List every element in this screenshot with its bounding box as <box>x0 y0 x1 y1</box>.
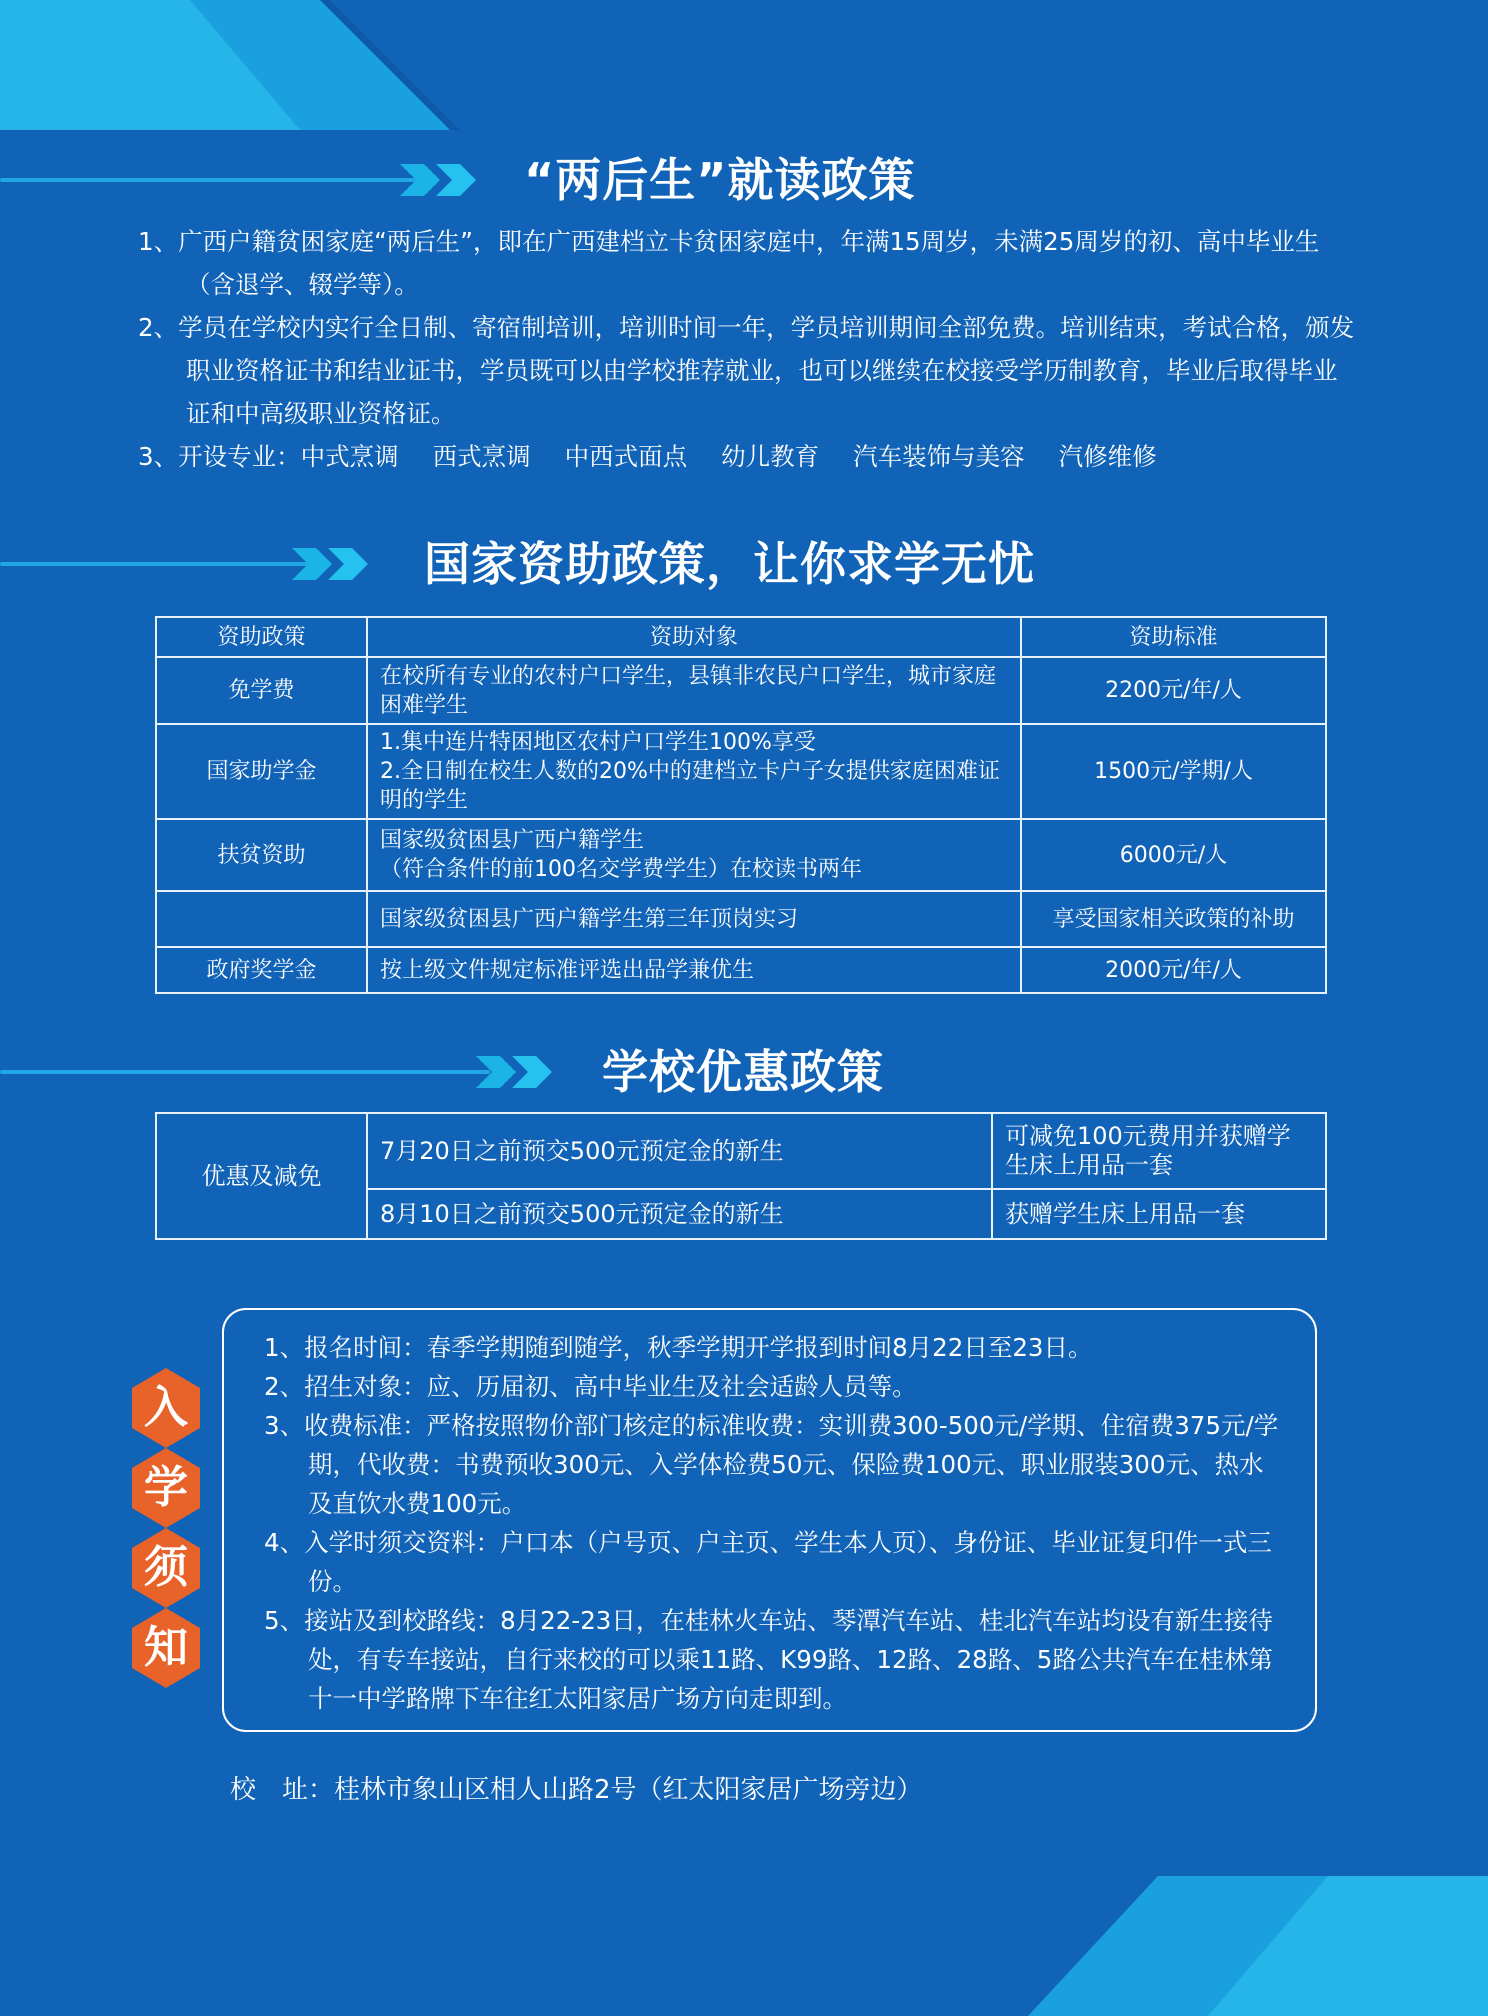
notice-badge <box>130 1368 210 1688</box>
major: 汽修维修 <box>1058 442 1157 471</box>
majors-item <box>138 435 1358 478</box>
corner-decoration-top-left <box>0 0 460 130</box>
section-title: 学校优惠政策 <box>602 1045 884 1099</box>
two-after-policy-list <box>138 220 1358 478</box>
section-line <box>0 1070 490 1074</box>
column-header: 资助政策 <box>156 617 367 657</box>
standard-cell: 2200元/年/人 <box>1021 657 1326 724</box>
address-value: 桂林市象山区相人山路2号（红太阳家居广场旁边） <box>334 1775 923 1805</box>
policy-cell: 政府奖学金 <box>156 947 367 993</box>
badge-char: 须 <box>144 1542 188 1593</box>
table-row <box>156 891 1326 947</box>
address-label: 校 址： <box>230 1775 335 1805</box>
standard-cell: 6000元/人 <box>1021 819 1326 891</box>
notice-item: 4、入学时须交资料：户口本（户号页、户主页、学生本人页）、身份证、毕业证复印件一式三份。 <box>264 1528 1272 1596</box>
table-row <box>156 657 1326 724</box>
policy-cell: 扶贫资助 <box>156 819 367 891</box>
target-cell: 在校所有专业的农村户口学生，县镇非农民户口学生，城市家庭困难学生 <box>367 657 1021 724</box>
corner-decoration-bottom-right <box>1028 1876 1488 2016</box>
section-line <box>0 178 420 182</box>
badge-char: 入 <box>144 1382 188 1433</box>
hex-badge <box>130 1448 202 1528</box>
target-cell: 国家级贫困县广西户籍学生第三年顶岗实习 <box>367 891 1021 947</box>
majors-label: 3、开设专业： <box>138 442 301 471</box>
badge-char: 知 <box>144 1622 188 1673</box>
double-chevron-icon <box>400 150 490 210</box>
double-chevron-icon <box>292 534 382 594</box>
column-header: 资助标准 <box>1021 617 1326 657</box>
condition-cell: 7月20日之前预交500元预定金的新生 <box>367 1113 992 1189</box>
notice-item: 2、招生对象：应、历届初、高中毕业生及社会适龄人员等。 <box>264 1372 917 1401</box>
major: 汽车装饰与美容 <box>853 442 1025 471</box>
table-row <box>156 947 1326 993</box>
standard-cell: 1500元/学期/人 <box>1021 724 1326 819</box>
standard-cell: 2000元/年/人 <box>1021 947 1326 993</box>
major: 西式烹调 <box>432 442 531 471</box>
section-title: “两后生”就读政策 <box>524 153 916 207</box>
section-title: 国家资助政策，让你求学无忧 <box>424 537 1035 591</box>
school-address <box>230 1772 923 1808</box>
discount-label-cell: 优惠及减免 <box>156 1113 367 1239</box>
target-line: 国家级贫困县广西户籍学生 <box>380 828 645 853</box>
school-discount-table <box>155 1112 1327 1240</box>
double-chevron-icon <box>476 1042 566 1102</box>
notice-item: 5、接站及到校路线：8月22-23日，在桂林火车站、琴潭汽车站、桂北汽车站均设有新生接待处，有专车接站，自行来校的可以乘11路、K99路、12路、28路、5路公共汽车在桂林第十一中学路牌下车往红太阳家居广场方向走即到。 <box>264 1606 1273 1713</box>
section-line <box>0 562 310 566</box>
table-header-row <box>156 617 1326 657</box>
major: 中西式面点 <box>564 442 688 471</box>
major: 中式烹调 <box>300 442 399 471</box>
hex-badge <box>130 1528 202 1608</box>
major: 幼儿教育 <box>721 442 820 471</box>
hex-badge <box>130 1608 202 1688</box>
column-header: 资助对象 <box>367 617 1021 657</box>
notice-list <box>224 1310 1315 1718</box>
benefit-cell: 获赠学生床上用品一套 <box>992 1189 1326 1239</box>
target-cell <box>367 724 1021 819</box>
policy-cell: 国家助学金 <box>156 724 367 819</box>
table-row <box>156 1113 1326 1189</box>
policy-item: 2、学员在学校内实行全日制、寄宿制培训，培训时间一年，学员培训期间全部免费。培训结束，考试合格，颁发职业资格证书和结业证书，学员既可以由学校推荐就业，也可以继续在校接受学历制教育，毕业后取得毕业证和中高级职业资格证。 <box>138 313 1355 428</box>
condition-cell: 8月10日之前预交500元预定金的新生 <box>367 1189 992 1239</box>
target-line: 2.全日制在校生人数的20%中的建档立卡户子女提供家庭困难证明的学生 <box>380 759 1000 813</box>
table-row <box>156 819 1326 891</box>
hex-badge <box>130 1368 202 1448</box>
table-row <box>156 724 1326 819</box>
notice-item: 1、报名时间：春季学期随到随学，秋季学期开学报到时间8月22日至23日。 <box>264 1333 1093 1362</box>
target-line: 1.集中连片特困地区农村户口学生100%享受 <box>380 730 816 755</box>
section-header-school <box>0 1042 1000 1102</box>
section-header-aid <box>0 534 1100 594</box>
policy-cell: 免学费 <box>156 657 367 724</box>
target-cell <box>367 819 1021 891</box>
section-header-two-after <box>0 150 1000 210</box>
aid-policy-table <box>155 616 1327 994</box>
target-cell: 按上级文件规定标准评选出品学兼优生 <box>367 947 1021 993</box>
standard-cell: 享受国家相关政策的补助 <box>1021 891 1326 947</box>
benefit-cell: 可减免100元费用并获赠学生床上用品一套 <box>992 1113 1326 1189</box>
enrollment-notice-box <box>222 1308 1317 1732</box>
policy-item: 1、广西户籍贫困家庭“两后生”，即在广西建档立卡贫困家庭中，年满15周岁，未满25周岁的初、高中毕业生（含退学、辍学等）。 <box>138 227 1320 299</box>
notice-item: 3、收费标准：严格按照物价部门核定的标准收费：实训费300-500元/学期、住宿费375元/学期，代收费：书费预收300元、入学体检费50元、保险费100元、职业服装300元、热水及直饮水费100元。 <box>264 1411 1279 1518</box>
target-line: （符合条件的前100名交学费学生）在校读书两年 <box>380 857 862 882</box>
policy-cell <box>156 891 367 947</box>
badge-char: 学 <box>144 1462 188 1513</box>
